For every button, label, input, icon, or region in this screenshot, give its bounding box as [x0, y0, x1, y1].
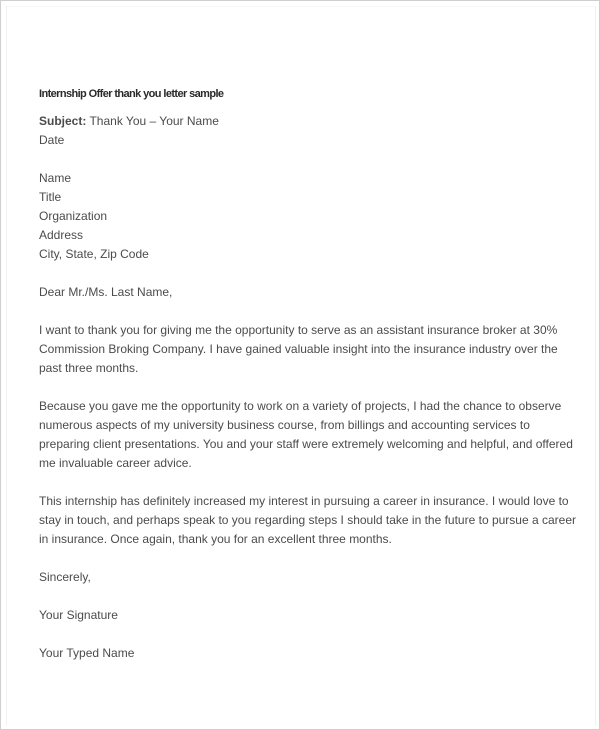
recipient-title: Title	[39, 190, 62, 204]
spacer	[39, 378, 579, 397]
typed-name: Your Typed Name	[39, 646, 135, 660]
spacer	[39, 549, 579, 568]
salutation: Dear Mr./Ms. Last Name,	[39, 285, 173, 299]
spacer	[39, 302, 579, 321]
document-title: Internship Offer thank you letter sample	[39, 88, 224, 100]
body-paragraph-1: I want to thank you for giving me the opportunity to serve as an assistant insurance broker at 30% Commission Broking Company. I have gained valuable insight into the insurance industry over the past three months.	[39, 323, 558, 375]
recipient-organization: Organization	[39, 209, 108, 223]
signature: Your Signature	[39, 608, 118, 622]
body-paragraph-3: This internship has definitely increased my interest in pursuing a career in insurance. I would love to stay in touch, and perhaps speak to you regarding steps I should take in the future to pursue a career in insurance. Once again, thank you for an excellent three months.	[39, 494, 576, 546]
subject-line	[39, 112, 579, 131]
spacer	[39, 587, 579, 606]
spacer	[39, 264, 579, 283]
body-paragraph-2: Because you gave me the opportunity to work on a variety of projects, I had the chance to observe numerous aspects of my university business course, from billings and accounting services to preparing client presentations. You and your staff were extremely welcoming and helpful, and offered me invaluable career advice.	[39, 399, 573, 470]
closing: Sincerely,	[39, 570, 91, 584]
date-line: Date	[39, 133, 65, 147]
letter-content	[39, 85, 579, 663]
subject-label: Subject:	[39, 114, 87, 128]
recipient-city-state-zip: City, State, Zip Code	[39, 247, 149, 261]
recipient-address: Address	[39, 228, 84, 242]
spacer	[39, 625, 579, 644]
spacer	[39, 150, 579, 169]
recipient-name: Name	[39, 171, 72, 185]
spacer	[39, 473, 579, 492]
subject-value: Thank You – Your Name	[86, 114, 219, 128]
recipient-block	[39, 169, 579, 264]
